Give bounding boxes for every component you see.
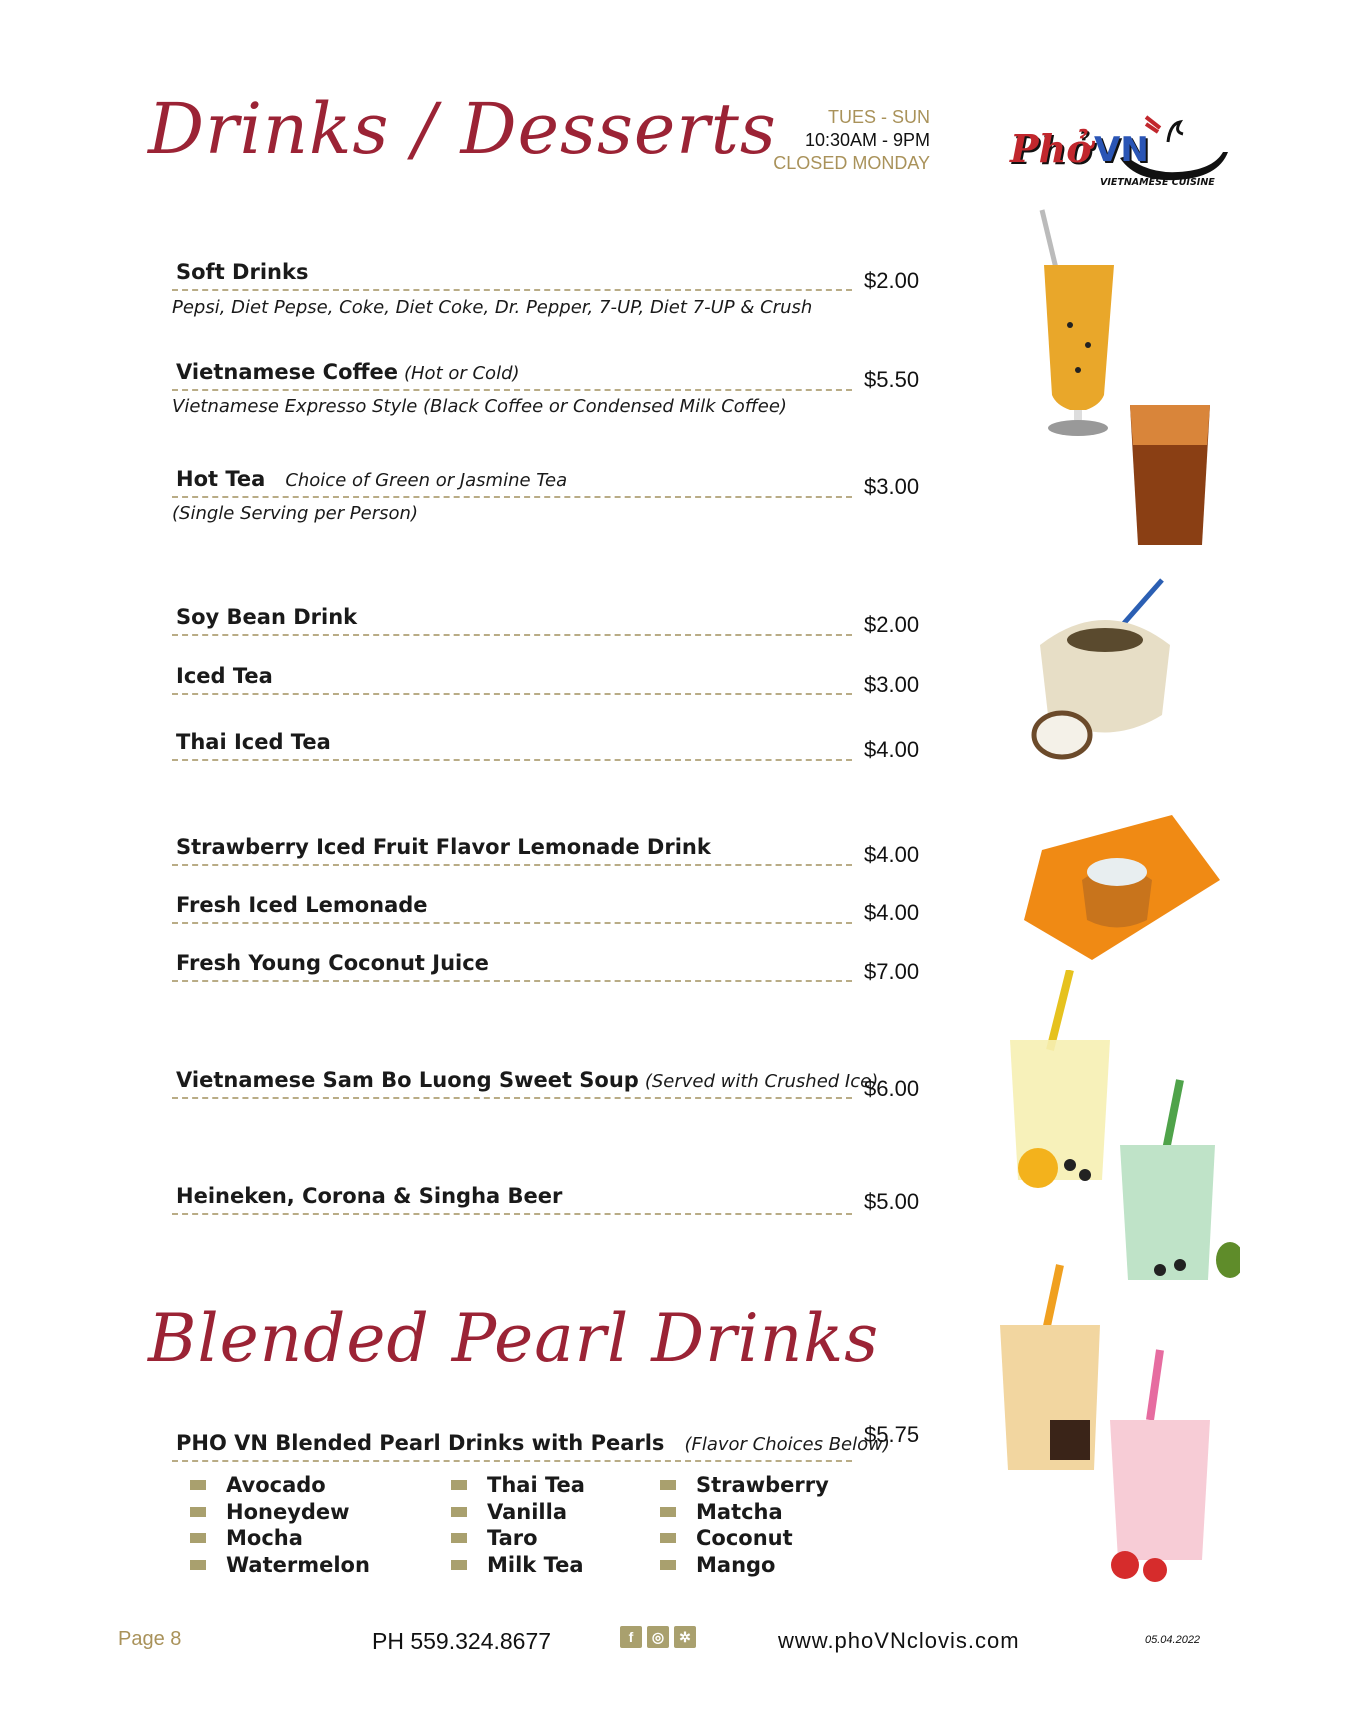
flavor-item: Honeydew [190, 1499, 370, 1526]
website-link[interactable]: www.phoVNclovis.com [778, 1628, 1020, 1653]
yelp-icon[interactable]: ✲ [674, 1626, 696, 1648]
item-price: $7.00 [864, 959, 920, 984]
menu-item-iced-tea [172, 660, 852, 695]
flavor-item: Milk Tea [451, 1552, 585, 1579]
item-price: $4.00 [864, 900, 920, 925]
logo-pho: Phở [1010, 126, 1092, 171]
item-note: (Flavor Choices Below) [684, 1434, 890, 1455]
menu-item-soft-drinks [172, 256, 852, 291]
menu-item-vietnamese-coffee [172, 356, 852, 391]
instagram-icon[interactable]: ◎ [647, 1626, 669, 1648]
flavor-item: Matcha [660, 1499, 829, 1526]
flavor-item: Vanilla [451, 1499, 585, 1526]
hours-closed: CLOSED MONDAY [773, 153, 930, 173]
item-price: $5.50 [864, 367, 920, 392]
item-price: $5.75 [864, 1422, 920, 1447]
item-name: Fresh Young Coconut Juice [176, 951, 489, 975]
item-note: (Served with Crushed Ice) [644, 1071, 879, 1092]
item-name: Soft Drinks [176, 260, 309, 284]
menu-item-pearl-drinks [172, 1427, 890, 1462]
item-price: $2.00 [864, 612, 920, 637]
section-title-pearl-drinks: Blended Pearl Drinks [148, 1300, 880, 1377]
pearl-drinks-photo [990, 970, 1240, 1610]
item-price: $4.00 [864, 842, 920, 867]
item-description: Vietnamese Expresso Style (Black Coffee or Condensed Milk Coffee) [172, 396, 787, 417]
item-price: $3.00 [864, 672, 920, 697]
coconut-photo [1030, 575, 1180, 770]
print-date: 05.04.2022 [1145, 1634, 1201, 1646]
item-name: Thai Iced Tea [176, 730, 331, 754]
flavor-item: Watermelon [190, 1552, 370, 1579]
item-price: $4.00 [864, 737, 920, 762]
item-name: Fresh Iced Lemonade [176, 893, 428, 917]
flavor-item: Coconut [660, 1525, 829, 1552]
item-name: Vietnamese Coffee [176, 360, 398, 384]
flavor-item: Mocha [190, 1525, 370, 1552]
hours-time: 10:30AM - 9PM [804, 130, 930, 150]
flavor-column-2 [451, 1472, 585, 1578]
menu-item-soy-bean-drink [172, 601, 852, 636]
menu-item-thai-iced-tea [172, 726, 852, 761]
facebook-icon[interactable]: f [620, 1626, 642, 1648]
phone-number: PH 559.324.8677 [372, 1628, 552, 1654]
item-price: $3.00 [864, 474, 920, 499]
pho-vn-logo [1008, 112, 1233, 192]
item-price: $5.00 [864, 1189, 920, 1214]
menu-item-strawberry-lemonade [172, 831, 852, 866]
hours-block [690, 106, 930, 175]
flan-dessert-photo [1022, 810, 1222, 970]
item-description: Pepsi, Diet Pepse, Coke, Diet Coke, Dr. Pepper, 7-UP, Diet 7-UP & Crush [172, 297, 813, 318]
flavor-item: Avocado [190, 1472, 370, 1499]
item-note: (Hot or Cold) [404, 363, 520, 384]
item-name: Iced Tea [176, 664, 273, 688]
item-description: (Single Serving per Person) [172, 503, 418, 524]
item-name: Soy Bean Drink [176, 605, 358, 629]
item-note: Choice of Green or Jasmine Tea [285, 470, 568, 491]
drinks-photo-tea-coffee [1030, 205, 1230, 555]
page-number: Page 8 [118, 1628, 182, 1650]
item-name: Hot Tea [176, 467, 266, 491]
menu-item-hot-tea [172, 463, 852, 498]
menu-item-coconut-juice [172, 947, 852, 982]
page-title: Drinks / Desserts [148, 88, 777, 170]
item-price: $2.00 [864, 268, 920, 293]
hours-days: TUES - SUN [827, 107, 930, 127]
flavor-column-1 [190, 1472, 370, 1578]
item-price: $6.00 [864, 1076, 920, 1101]
item-name: Vietnamese Sam Bo Luong Sweet Soup [176, 1068, 639, 1092]
flavor-item: Taro [451, 1525, 585, 1552]
social-icons [620, 1626, 701, 1648]
logo-tagline: VIETNAMESE CUISINE [1100, 177, 1215, 188]
item-name: Heineken, Corona & Singha Beer [176, 1184, 563, 1208]
flavor-column-3 [660, 1472, 829, 1578]
logo-vn: VN [1094, 130, 1149, 170]
menu-item-sweet-soup [172, 1064, 879, 1099]
item-name: PHO VN Blended Pearl Drinks with Pearls [176, 1431, 665, 1455]
menu-item-fresh-iced-lemonade [172, 889, 852, 924]
flavor-item: Strawberry [660, 1472, 829, 1499]
flavor-item: Mango [660, 1552, 829, 1579]
item-name: Strawberry Iced Fruit Flavor Lemonade Drink [176, 835, 711, 859]
flavor-item: Thai Tea [451, 1472, 585, 1499]
menu-item-beer [172, 1180, 852, 1215]
